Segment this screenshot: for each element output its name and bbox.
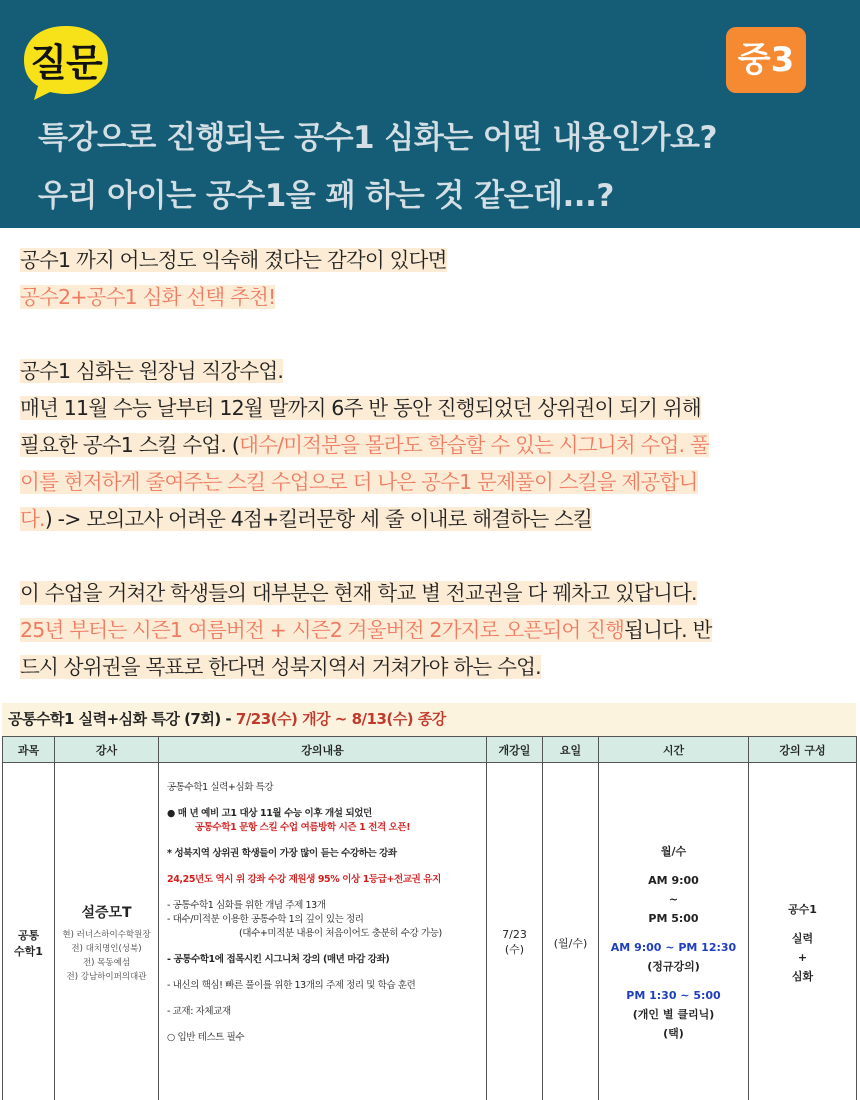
cell-start-date: 7/23 (수) <box>487 763 543 1100</box>
header-banner <box>0 0 860 228</box>
header-day: 요일 <box>543 737 599 763</box>
cell-subject: 공통 수학1 <box>3 763 55 1100</box>
p3-line-2a: 25년 부터는 시즌1 여름버전 + 시즌2 겨울버전 2가지로 오픈되어 진행 <box>20 618 625 642</box>
p1-line-2: 공수2+공수1 심화 선택 추천! <box>20 285 276 309</box>
grade-badge: 중3 <box>726 27 806 93</box>
p2-line-2: 매년 11월 수능 날부터 12월 말까지 6주 반 동안 진행되었던 상위권이 되기 위해 <box>20 396 701 420</box>
p2-line-5a: 다. <box>20 507 45 531</box>
course-table-title <box>2 703 856 736</box>
header-time: 시간 <box>599 737 749 763</box>
paragraph-2 <box>20 353 850 538</box>
teacher-history: 현) 러너스하이수학원장 전) 대치명인(성북) 전) 목동예섬 전) 강남하이퍼의대관 <box>62 929 151 982</box>
table-row <box>3 763 857 1100</box>
table-header-row <box>3 737 857 763</box>
teacher-name: 설증모T <box>81 904 132 921</box>
question-line-1: 특강으로 진행되는 공수1 심화는 어떤 내용인가요? <box>38 120 717 156</box>
cell-day: (월/수) <box>543 763 599 1100</box>
p2-line-3b: 대수/미적분을 몰라도 학습할 수 있는 시그니처 수업. 풀 <box>239 433 709 457</box>
question-line-2: 우리 아이는 공수1을 꽤 하는 것 같은데...? <box>38 178 614 214</box>
course-table <box>2 736 857 1100</box>
course-title-text: 공통수학1 실력+심화 특강 (7회) - <box>8 710 236 728</box>
p2-line-5b: ) -> 모의고사 어려운 4점+킬러문항 세 줄 이내로 해결하는 스킬 <box>44 507 593 531</box>
header-subject: 과목 <box>3 737 55 763</box>
header-teacher: 강사 <box>55 737 159 763</box>
header-composition: 강의 구성 <box>749 737 857 763</box>
cell-content: 공통수학1 실력+심화 특강 ● 매 년 예비 고1 대상 11월 수능 이후 개설 되었던 공통수학1 문항 스킬 수업 여름방학 시즌 1 전격 오픈! * 성북지역 상위권 학생들이 가장 많이 듣는 수강하는 강좌 24,25년도 역시 위 강좌 수강 재원생 95% 이상 1등급+전교권 유지 - 공통수학1 심화를 위한 개념 주제 13개 - 대수/미적분 이용한 공통수학 1의 깊이 있는 정리 (대수+미적분 내용이 처음이어도 충분히 수강 가능) - 공통수학1에 접목시킨 시그니처 강의 (매년 마감 강좌) - 내신의 핵심! 빠른 풀이를 위한 13개의 주제 정리 및 학습 훈련 - 교재: 자체교재 ○ 입반 테스트 필수 <box>159 763 487 1100</box>
p3-line-2b: 됩니다. 반 <box>624 618 712 642</box>
p3-line-3: 드시 상위권을 목표로 한다면 성북지역서 거쳐가야 하는 수업. <box>20 655 541 679</box>
p1-line-1: 공수1 까지 어느정도 익숙해 졌다는 감각이 있다면 <box>20 248 447 272</box>
course-date-range: 7/23(수) 개강 ~ 8/13(수) 종강 <box>235 710 446 728</box>
paragraph-1 <box>20 242 850 316</box>
p3-line-1: 이 수업을 거쳐간 학생들의 대부분은 현재 학교 별 전교권을 다 꿰차고 있답니다. <box>20 581 697 605</box>
paragraph-3 <box>20 575 850 686</box>
cell-teacher <box>55 763 159 1100</box>
p2-line-3a: 필요한 공수1 스킬 수업. ( <box>20 433 240 457</box>
cell-time: 월/수 AM 9:00 ~ PM 5:00 AM 9:00 ~ PM 12:30 (정규강의) PM 1:30 ~ 5:00 (개인 별 클리닉) (택) <box>599 763 749 1100</box>
header-content: 강의내용 <box>159 737 487 763</box>
answer-body <box>20 242 850 686</box>
question-badge <box>20 22 112 102</box>
p2-line-4: 이를 현저하게 줄여주는 스킬 수업으로 더 나은 공수1 문제풀이 스킬을 제공합니 <box>20 470 698 494</box>
cell-composition: 공수1 실력 + 심화 <box>749 763 857 1100</box>
header-start-date: 개강일 <box>487 737 543 763</box>
p2-line-1: 공수1 심화는 원장님 직강수업. <box>20 359 284 383</box>
badge-label: 질문 <box>30 41 102 85</box>
